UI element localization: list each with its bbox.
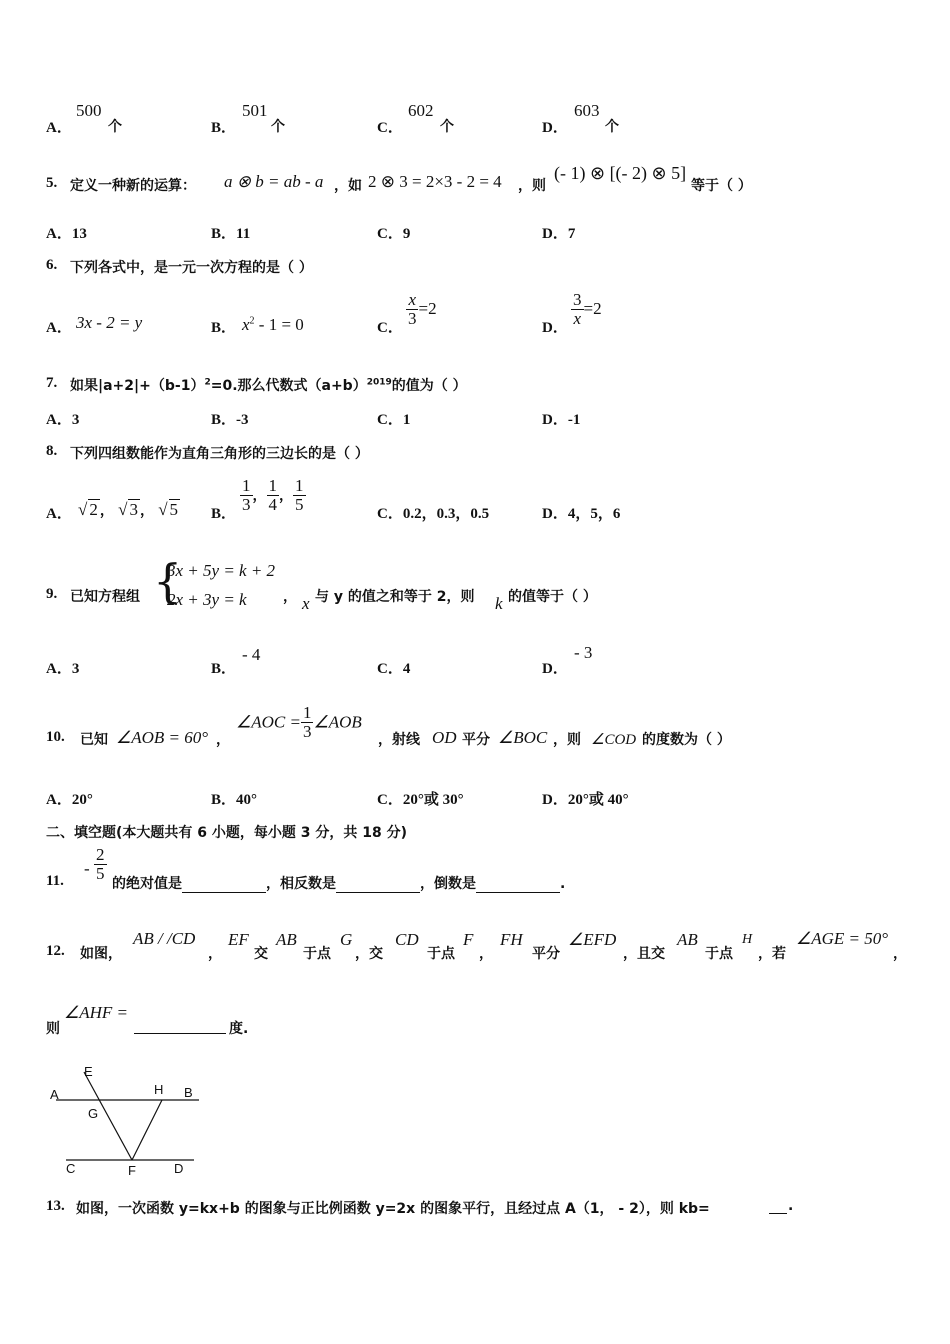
q6-option-b-expr: $x^2 - 1 = 0$ (242, 315, 304, 334)
q12-text-0: 如图， (80, 946, 122, 962)
q5-text-3: ，则 (518, 178, 546, 194)
q5-text-4: 等于（ ） (691, 178, 752, 194)
q5-text-2: ，如 (334, 178, 362, 194)
q12-ab-1: AB (276, 930, 297, 949)
q7-text: 如果$|a+2|+(b-1)^2=0$.那么代数式$(a+b)^{2019}$的值为（ ） (70, 377, 467, 394)
q5-expression: (- 1) ⊗ [(- 2) ⊗ 5] (554, 163, 687, 183)
q12-qie: ，且交 (623, 946, 665, 962)
q11-blank-1[interactable] (182, 876, 266, 893)
q11-sign: - (84, 859, 90, 878)
q12-yudian-1: 于点 (303, 946, 331, 962)
q9-brace: { (153, 554, 183, 608)
q12-comma-2: ，交 (355, 946, 383, 962)
q12-h: H (742, 932, 753, 947)
q10-aoc-relation: ∠AOC = $\frac{1}{3}$ ∠AOB (236, 703, 362, 741)
q12-du: 度. (229, 1021, 249, 1037)
q10-given: ∠AOB = 60° (116, 728, 209, 747)
label-h: H (154, 1082, 164, 1097)
q8-option-a-label: A． (46, 506, 72, 522)
q6-text: 下列各式中，是一元一次方程的是（ ） (70, 260, 313, 276)
label-c: C (66, 1161, 76, 1176)
q12-ruo: ，若 (758, 946, 786, 962)
q10-cod: ∠COD (591, 732, 637, 748)
q12-parallel: AB / /CD (133, 929, 196, 948)
label-g: G (88, 1106, 99, 1121)
q5-option-a: A．13 (46, 226, 87, 242)
q8-option-b-expr: $\frac{1}{3}$ ， $\frac{1}{4}$ ， $\frac{1}{5}$ (242, 476, 304, 514)
q7-option-c: C．1 (377, 412, 411, 428)
q4-option-d-number: 603 (574, 101, 600, 120)
q12-number: 12. (46, 943, 65, 959)
q10-od: OD (432, 728, 457, 747)
q12-ze: 则 (46, 1021, 60, 1037)
label-f: F (128, 1163, 136, 1178)
q12-efd: ∠EFD (568, 930, 617, 949)
q8-option-d: D．4，5，6 (542, 506, 621, 522)
q12-yudian-3: 于点 (705, 946, 733, 962)
q12-ahf: ∠AHF = (64, 1003, 129, 1022)
q6-option-c-label: C． (377, 320, 403, 336)
q9-number: 9. (46, 586, 58, 602)
q4-option-b-number: 501 (242, 101, 268, 120)
q4-option-c-unit: 个 (440, 119, 454, 135)
q4-option-a-number: 500 (76, 101, 102, 120)
q12-comma-3: ， (479, 946, 493, 962)
q12-cd: CD (395, 930, 419, 949)
q12-jiao-1: 交 (254, 946, 268, 962)
q11-blank-2[interactable] (336, 876, 420, 893)
q12-answer-blank[interactable] (134, 1017, 226, 1034)
q12-ab-2: AB (677, 930, 698, 949)
q5-option-c: C．9 (377, 226, 411, 242)
q5-definition: a ⊗ b = ab - a (224, 172, 324, 191)
q9-option-c: C．4 (377, 661, 411, 677)
q9-option-d-label: D． (542, 661, 568, 677)
q6-option-a-label: A． (46, 320, 72, 336)
line-fh (132, 1100, 162, 1160)
q5-number: 5. (46, 175, 58, 191)
q5-option-d: D．7 (542, 226, 576, 242)
q10-comma: ， (216, 732, 230, 748)
q9-text-3: 的值等于（ ） (508, 589, 597, 605)
section-2-title: 二、填空题(本大题共有 6 小题，每小题 3 分，共 18 分) (46, 825, 408, 841)
q12-ef: EF (228, 930, 249, 949)
q11-fraction: $\frac{2}{5}$ (96, 845, 105, 883)
q12-pingfen: 平分 (532, 946, 560, 962)
q8-number: 8. (46, 443, 58, 459)
q12-comma-4: ， (893, 946, 907, 962)
q4-option-a-unit: 个 (108, 119, 122, 135)
q9-option-d-value: - 3 (574, 643, 593, 662)
q4-option-c-label: C． (377, 120, 403, 136)
q12-f: F (463, 930, 474, 949)
q4-option-c-number: 602 (408, 101, 434, 120)
q10-text-2: ，射线 (378, 732, 420, 748)
q7-option-d: D．-1 (542, 412, 581, 428)
q5-option-b: B．11 (211, 226, 251, 242)
q6-number: 6. (46, 257, 58, 273)
q4-option-d-unit: 个 (605, 119, 619, 135)
q12-comma-1: ， (208, 946, 222, 962)
q4-option-a-label: A． (46, 120, 72, 136)
q9-option-b-label: B． (211, 661, 237, 677)
q10-option-d: D．20°或 40° (542, 792, 629, 808)
q4-option-b-unit: 个 (271, 119, 285, 135)
q10-option-a: A．20° (46, 792, 93, 808)
q5-text-1: 定义一种新的运算： (70, 178, 196, 194)
q6-option-b-label: B． (211, 320, 237, 336)
q11-blank-3[interactable] (476, 876, 560, 893)
q13-answer-blank[interactable] (769, 1197, 787, 1214)
label-d: D (174, 1161, 184, 1176)
q6-option-a-expr: 3x - 2 = y (76, 313, 143, 332)
q13-end: . (788, 1198, 794, 1214)
q7-number: 7. (46, 375, 58, 391)
q11-number: 11. (46, 873, 64, 889)
q11-text: 的绝对值是 ，相反数是 ，倒数是 . (112, 876, 566, 892)
q8-option-b-label: B． (211, 506, 237, 522)
q10-text-5: 的度数为（ ） (642, 732, 731, 748)
q4-option-d-label: D． (542, 120, 568, 136)
q9-k: k (495, 594, 503, 613)
q8-option-c: C．0.2，0.3，0.5 (377, 506, 490, 522)
q10-option-b: B．40° (211, 792, 258, 808)
q9-option-a: A．3 (46, 661, 80, 677)
q9-equation-2: 2x + 3y = k (167, 590, 247, 609)
q9-text-1: 已知方程组 (70, 589, 140, 605)
q12-g: G (340, 930, 353, 949)
q5-example: 2 ⊗ 3 = 2×3 - 2 = 4 (368, 172, 502, 191)
q4-option-b-label: B． (211, 120, 237, 136)
q9-comma: ， (283, 589, 297, 605)
q7-option-b: B．-3 (211, 412, 249, 428)
q13-number: 13. (46, 1198, 65, 1214)
q13-text: 如图，一次函数 y=kx+b 的图象与正比例函数 y=2x 的图象平行，且经过点 A（1， - 2），则 kb= (76, 1201, 710, 1217)
q9-equation-1: 3x + 5y = k + 2 (167, 561, 276, 580)
q9-option-b-value: - 4 (242, 645, 261, 664)
label-b: B (184, 1085, 193, 1100)
q8-option-a-expr: √ 2 ， √ 3 ， √ 5 (78, 500, 179, 519)
geometry-figure (44, 1060, 209, 1178)
q9-text-2: 与 y 的值之和等于 2，则 (315, 589, 475, 605)
q10-text-1: 已知 (80, 732, 108, 748)
label-a: A (50, 1087, 59, 1102)
q6-option-c-expr: $\frac{x}{3}$ =2 (408, 290, 437, 328)
q10-option-c: C．20°或 30° (377, 792, 464, 808)
q10-text-4: ，则 (553, 732, 581, 748)
q12-fh: FH (500, 930, 523, 949)
q10-text-3: 平分 (462, 732, 490, 748)
q12-yudian-2: 于点 (427, 946, 455, 962)
q8-text: 下列四组数能作为直角三角形的三边长的是（ ） (70, 446, 369, 462)
q12-age: ∠AGE = 50° (796, 929, 889, 948)
q10-boc: ∠BOC (498, 728, 548, 747)
q9-x: x (302, 594, 310, 613)
q6-option-d-label: D． (542, 320, 568, 336)
q6-option-d-expr: $\frac{3}{x}$ =2 (573, 290, 602, 328)
label-e: E (84, 1064, 93, 1079)
q7-option-a: A．3 (46, 412, 80, 428)
q10-number: 10. (46, 729, 65, 745)
